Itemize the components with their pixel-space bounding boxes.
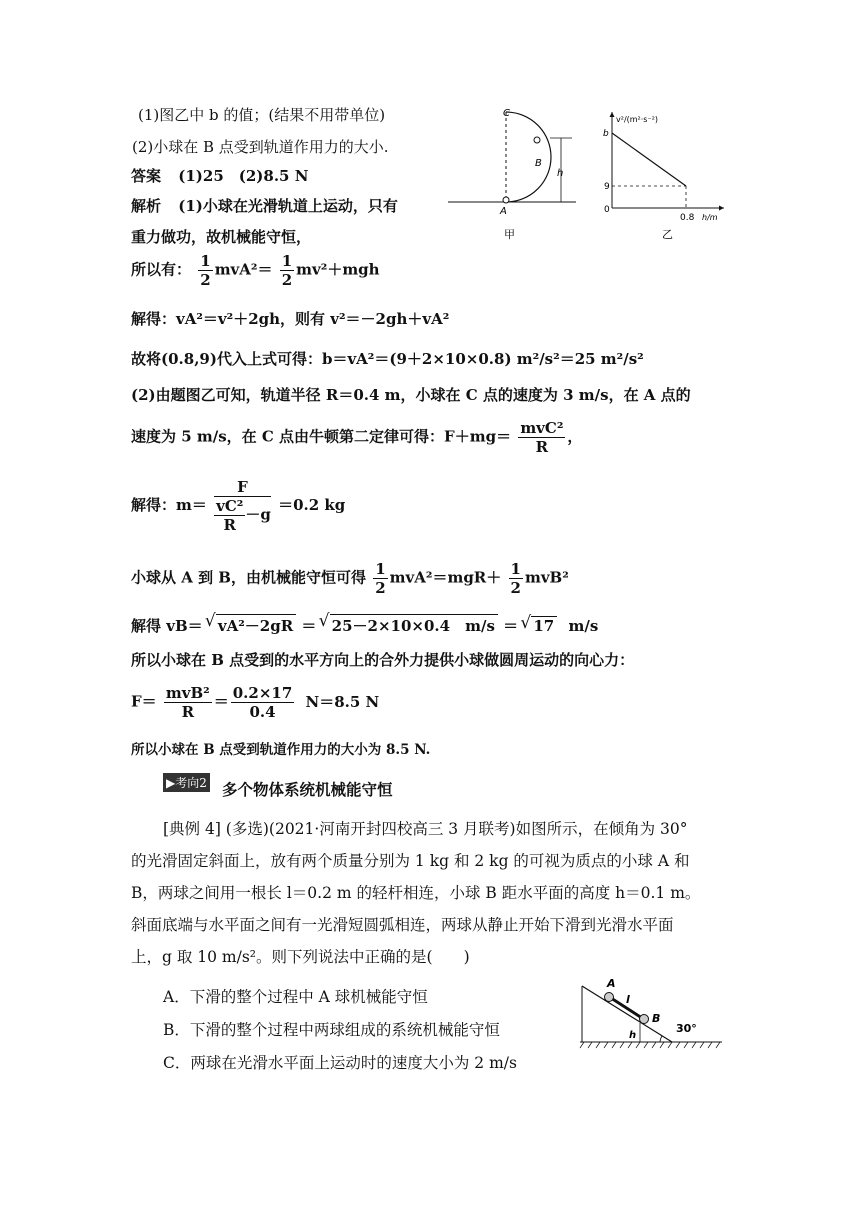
ab-prefix: 小球从 A 到 B，由机械能守恒可得 bbox=[131, 568, 366, 587]
part2-line-1: (2)由题图乙可知，轨道半径 R＝0.4 m，小球在 C 点的速度为 3 m/s，在 A 点的 bbox=[131, 386, 691, 404]
ab-tail: mvB² bbox=[524, 568, 569, 587]
part2-line-2: 速度为 5 m/s，在 C 点由牛顿第二定律可得：F＋mg＝ $\frac{\text{mvC²}}{R}$ ， bbox=[131, 419, 583, 456]
example-line-3: B，两球之间用一根长 l＝0.2 m 的轻杆相连，小球 B 距水平面的高度 h＝0.1 m。 bbox=[131, 884, 701, 902]
vb-prefix: 解得 vB＝ bbox=[131, 617, 203, 635]
figure-jia bbox=[448, 104, 588, 244]
option-c: C．两球在光滑水平面上运动时的速度大小为 2 m/s bbox=[163, 1054, 517, 1072]
label-angle: 30° bbox=[676, 1022, 697, 1035]
equation-vb bbox=[131, 614, 598, 636]
equation-force: F＝ $\frac{\text{mvB²}}{R}$ ＝ $\frac{0.2\times 17}{0.4}$ N＝8.5 N bbox=[131, 684, 380, 721]
analysis-text-1: (1)小球在光滑轨道上运动，只有 bbox=[178, 197, 398, 215]
fraction-mvc2-r: $\frac{\text{mvC²}}{R}$ bbox=[520, 419, 564, 456]
eq1-prefix: 所以有： bbox=[131, 260, 192, 279]
example-line-1: [典例 4] (多选)(2021·河南开封四校高三 3 月联考)如图所示，在倾角为 30° bbox=[163, 820, 688, 838]
section-tag: ▶考向2 bbox=[163, 773, 210, 792]
equation-a-to-b bbox=[131, 560, 569, 597]
newton-prefix: 速度为 5 m/s，在 C 点由牛顿第二定律可得：F＋mg＝ bbox=[131, 427, 512, 446]
equation-mass bbox=[131, 478, 345, 534]
vb-unit: m/s bbox=[568, 617, 599, 635]
label-c: C bbox=[503, 108, 510, 119]
ball-b bbox=[640, 1015, 649, 1024]
answer-text: (1)25 (2)8.5 N bbox=[178, 167, 309, 185]
force-prefix: F＝ bbox=[131, 692, 157, 711]
vb-eq-1: ＝ bbox=[301, 617, 317, 635]
equation-solve-v: 解得：vA²＝v²＋2gh，则有 v²＝－2gh＋vA² bbox=[131, 310, 450, 328]
example-line-5: 上，g 取 10 m/s²。则下列说法中正确的是( ) bbox=[131, 948, 470, 966]
y-axis-label: v²/(m²·s⁻²) bbox=[616, 115, 659, 124]
fraction-mvb2-r: $\frac{\text{mvB²}}{R}$ bbox=[165, 684, 210, 721]
mass-prefix: 解得：m＝ bbox=[131, 496, 207, 514]
ab-mid: mvA²＝mgR＋ bbox=[389, 568, 502, 587]
analysis-label: 解析 bbox=[131, 197, 162, 215]
ball-upper bbox=[534, 137, 540, 143]
section-title: 多个物体系统机械能守恒 bbox=[221, 781, 393, 799]
example-line-4: 斜面底端与水平面之间有一光滑短圆弧相连，两球从静止开始下滑到光滑水平面 bbox=[131, 916, 674, 934]
tick-08: 0.8 bbox=[680, 213, 695, 223]
fraction-half: $\frac{1}{2}$ bbox=[510, 560, 521, 597]
figure-incline bbox=[576, 976, 726, 1052]
question-2: (2)小球在 B 点受到轨道作用力的大小. bbox=[132, 138, 389, 156]
label-h: h bbox=[629, 1030, 637, 1041]
label-b: B bbox=[535, 158, 542, 169]
ball-a bbox=[605, 993, 614, 1002]
question-1: (1)图乙中 b 的值；(结果不用带单位) bbox=[138, 106, 386, 124]
eq1-tail: mv²＋mgh bbox=[296, 260, 380, 279]
analysis-line-1 bbox=[131, 195, 398, 216]
vb-eq-2: ＝ bbox=[503, 617, 519, 635]
fraction-mass: F $\frac{\text{vC²}}{R}$ －g bbox=[216, 478, 271, 534]
fraction-half: $\frac{1}{2}$ bbox=[281, 252, 293, 289]
option-b: B．下滑的整个过程中两球组成的系统机械能守恒 bbox=[163, 1021, 500, 1039]
sqrt-3: √ 17 bbox=[531, 616, 557, 635]
answer-line bbox=[131, 165, 308, 186]
answer-label: 答案 bbox=[131, 167, 162, 185]
sqrt-1: √ vA²－2gR bbox=[216, 614, 296, 636]
figure-yi bbox=[596, 104, 736, 244]
example-line-2: 的光滑固定斜面上，放有两个质量分别为 1 kg 和 2 kg 的可视为质点的小球 A 和 bbox=[131, 852, 690, 870]
semicircle-track bbox=[506, 112, 551, 202]
label-b: B bbox=[652, 1012, 661, 1025]
data-line bbox=[612, 133, 686, 186]
eq1-mid: mvA²＝ bbox=[214, 260, 273, 279]
x-axis-label: h/m bbox=[702, 213, 718, 222]
tick-0: 0 bbox=[604, 205, 610, 215]
caption-jia: 甲 bbox=[504, 228, 515, 241]
caption-yi: 乙 bbox=[662, 228, 673, 241]
label-a: A bbox=[500, 206, 507, 217]
label-a: A bbox=[607, 977, 616, 990]
option-a: A．下滑的整个过程中 A 球机械能守恒 bbox=[163, 988, 428, 1006]
sqrt-2: √ 25－2×10×0.4 m/s bbox=[330, 614, 498, 636]
fraction-value: $\frac{0.2\times 17}{0.4}$ bbox=[232, 684, 293, 721]
analysis-line-2: 重力做功，故机械能守恒， bbox=[131, 228, 312, 246]
equation-b-value: 故将(0.8,9)代入上式可得：b＝vA²＝(9＋2×10×0.8) m²/s²＝25 m²/s² bbox=[131, 350, 644, 368]
fraction-half: $\frac{1}{2}$ bbox=[200, 252, 211, 289]
equation-energy bbox=[131, 252, 380, 289]
ball-a bbox=[503, 197, 509, 203]
conclusion: 所以小球在 B 点受到轨道作用力的大小为 8.5 N. bbox=[131, 742, 431, 758]
centripetal-line: 所以小球在 B 点受到的水平方向上的合外力提供小球做圆周运动的向心力： bbox=[131, 651, 635, 669]
fraction-half: $\frac{1}{2}$ bbox=[375, 560, 386, 597]
section-header bbox=[163, 770, 393, 799]
tick-9: 9 bbox=[604, 182, 610, 192]
label-h: h bbox=[557, 168, 564, 179]
label-l: l bbox=[626, 993, 630, 1006]
tick-b: b bbox=[603, 129, 609, 139]
mass-suffix: ＝0.2 kg bbox=[278, 496, 346, 514]
force-suffix: N＝8.5 N bbox=[305, 692, 380, 711]
